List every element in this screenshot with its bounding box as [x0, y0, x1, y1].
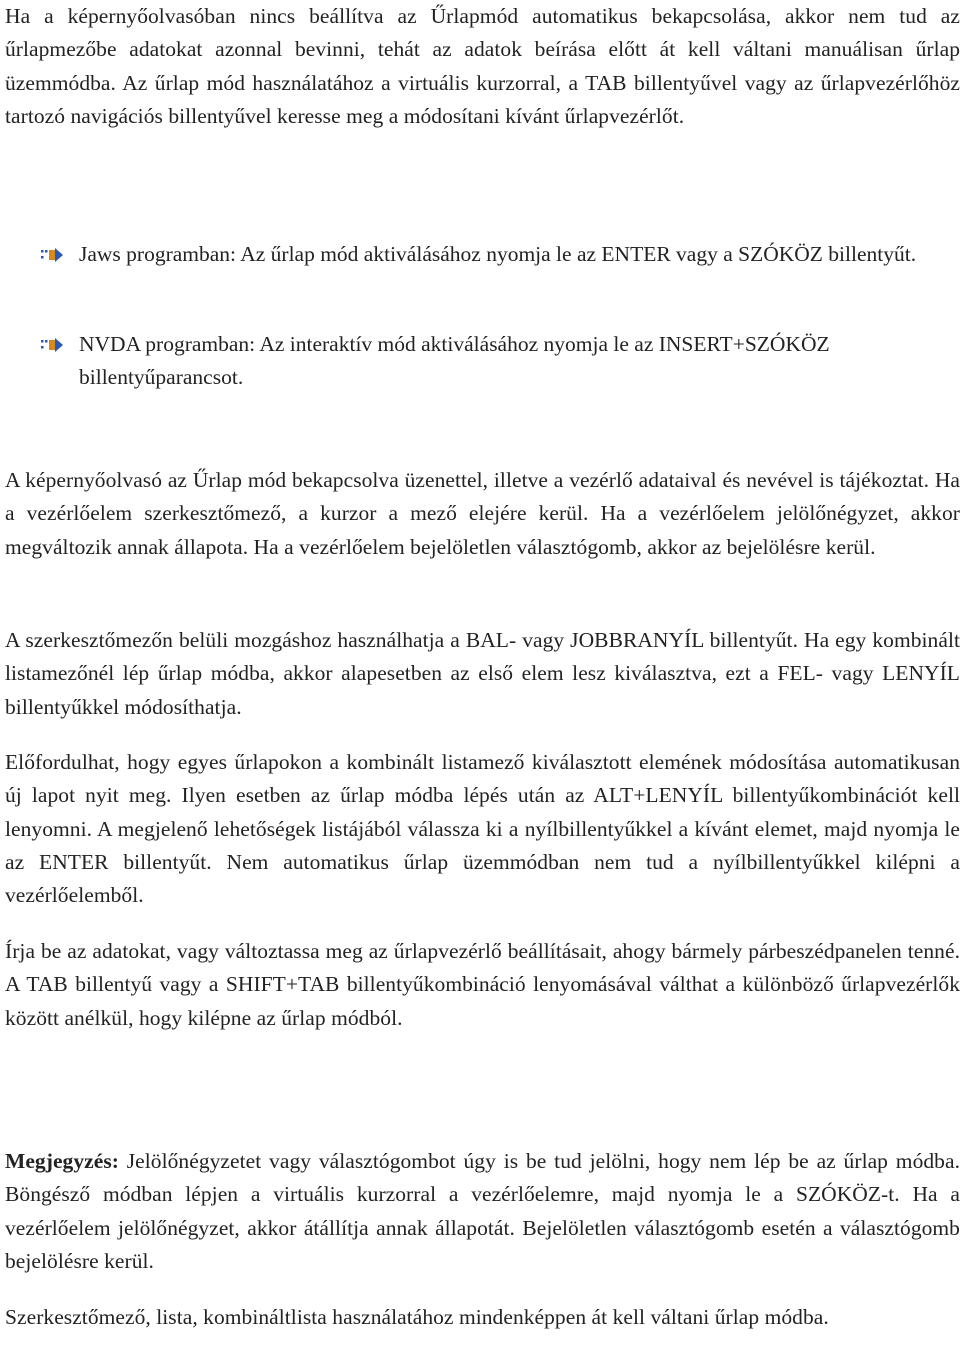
intro-paragraph: Ha a képernyőolvasóban nincs beállítva az Űrlapmód automatikus bekapcsolása, akkor nem tud az űrlapmezőbe adatokat azonnal bevinni, tehát az adatok beírása előtt át kell váltani manuálisan űrlap üzemmódba. Az űrlap mód használatához a virtuális kurzorral, a TAB billentyűvel vagy az űrlapvezérlőhöz tartozó navigációs billentyűvel keresse meg a módosítani kívánt űrlapvezérlőt. — [5, 4, 960, 128]
edit-field-navigation-paragraph: A szerkesztőmezőn belüli mozgáshoz használhatja a BAL- vagy JOBBRANYÍL billentyűt. Ha egy kombinált listamezőnél lép űrlap módba, akkor alapesetben az első elem lesz kiválasztva, ezt a FEL- vagy LENYÍL billentyűkkel módosíthatja. — [5, 628, 960, 719]
arrow-bullet-icon — [41, 337, 63, 353]
note-text: Jelölőnégyzetet vagy választógombot úgy is be tud jelölni, hogy nem lép be az űrlap módba. Böngésző módban lépjen a virtuális kurzorral a vezérlőelemre, majd nyomja le a SZÓKÖZ-t. Ha a vezérlőelem jelölőnégyzet, akkor átállítja annak állapotát. Bejelöletlen választógomb esetén a választógomb bejelölésre kerül. — [5, 1149, 960, 1273]
combo-box-paragraph: Előfordulhat, hogy egyes űrlapokon a kombinált listamező kiválasztott elemének módosítása automatikusan új lapot nyit meg. Ilyen esetben az űrlap módba lépés után az ALT+LENYÍL billentyűkombinációt kell lenyomni. A megjelenő lehetőségek listájából válassza ki a nyílbillentyűkkel a kívánt elemet, majd nyomja le az ENTER billentyűt. Nem automatikus űrlap üzemmódban nem tud a nyílbillentyűkkel kilépni a vezérlőelemből. — [5, 750, 960, 908]
screen-reader-feedback-paragraph: A képernyőolvasó az Űrlap mód bekapcsolva üzenettel, illetve a vezérlő adataival és nevével is tájékoztat. Ha a vezérlőelem szerkesztőmező, a kurzor a mező elejére kerül. Ha a vezérlőelem jelölőnégyzet, akkor megváltozik annak állapota. Ha a vezérlőelem bejelöletlen választógomb, akkor az bejelölésre kerül. — [5, 468, 960, 559]
note-label: Megjegyzés: — [5, 1149, 119, 1173]
note-paragraph — [5, 1145, 960, 1278]
bullet-text: NVDA programban: Az interaktív mód aktiválásához nyomja le az INSERT+SZÓKÖZ billentyűparancsot. — [79, 332, 830, 390]
bullet-text: Jaws programban: Az űrlap mód aktiválásához nyomja le az ENTER vagy a SZÓKÖZ billentyűt. — [79, 242, 917, 266]
closing-paragraph: Szerkesztőmező, lista, kombináltlista használatához mindenképpen át kell váltani űrlap módba. — [5, 1305, 829, 1329]
arrow-bullet-icon — [41, 247, 63, 263]
data-entry-paragraph: Írja be az adatokat, vagy változtassa meg az űrlapvezérlő beállításait, ahogy bármely párbeszédpanelen tenné. A TAB billentyű vagy a SHIFT+TAB billentyűkombináció lenyomásával válthat a különböző űrlapvezérlők között anélkül, hogy kilépne az űrlap módból. — [5, 939, 960, 1030]
